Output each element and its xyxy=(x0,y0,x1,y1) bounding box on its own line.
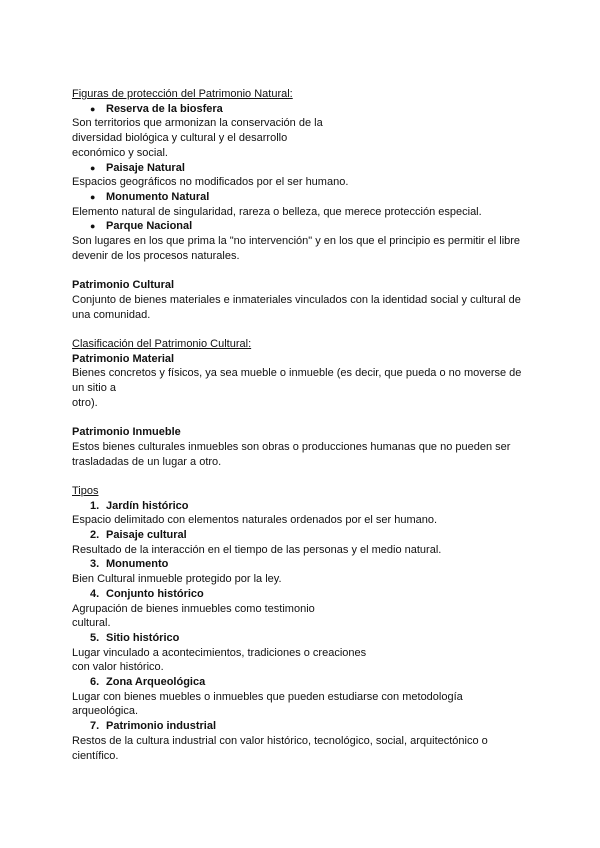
bullet-icon: ● xyxy=(90,162,96,173)
text-line: Agrupación de bienes inmuebles como testimonio xyxy=(72,602,315,615)
document-content xyxy=(72,87,532,763)
item-number: 5. xyxy=(90,631,100,644)
text-line: Bien Cultural inmueble protegido por la ley. xyxy=(72,573,282,586)
material-title: Patrimonio Material xyxy=(72,352,175,365)
text-line: Espacio delimitado con elementos naturales ordenados por el ser humano. xyxy=(72,514,438,527)
text-line: devenir de los procesos naturales. xyxy=(72,249,240,262)
bullet-title: Parque Nacional xyxy=(106,220,193,233)
text-line: arqueológica. xyxy=(72,705,139,718)
text-line: Son territorios que armonizan la conservación de la xyxy=(72,117,323,130)
numbered-item xyxy=(72,675,532,690)
text-line: un sitio a xyxy=(72,382,117,395)
bullet-icon: ● xyxy=(90,221,96,232)
item-number: 3. xyxy=(90,558,100,571)
item-number: 2. xyxy=(90,529,100,542)
item-number: 4. xyxy=(90,587,100,600)
bullet-icon: ● xyxy=(90,191,96,202)
text-line: científico. xyxy=(72,749,119,762)
text-line: Son lugares en los que prima la "no intervención" y en los que el principio es permitir el libre xyxy=(72,235,521,248)
text-line: Espacios geográficos no modificados por el ser humano. xyxy=(72,176,349,189)
text-line: con valor histórico. xyxy=(72,661,164,674)
bullet-icon: ● xyxy=(90,103,96,114)
text-line: trasladadas de un lugar a otro. xyxy=(72,455,222,468)
text-line: cultural. xyxy=(72,617,111,630)
item-number: 6. xyxy=(90,676,100,689)
item-title: Jardín histórico xyxy=(106,499,189,512)
item-title: Monumento xyxy=(106,558,169,571)
text-line: Lugar con bienes muebles o inmuebles que pueden estudiarse con metodología xyxy=(72,690,463,703)
numbered-item xyxy=(72,557,532,572)
text-line: Elemento natural de singularidad, rareza o belleza, que merece protección especial. xyxy=(72,205,482,218)
item-number: 1. xyxy=(90,499,100,512)
text-line: Bienes concretos y físicos, ya sea mueble o inmueble (es decir, que pueda o no moverse de xyxy=(72,367,522,380)
text-line: Conjunto de bienes materiales e inmateriales vinculados con la identidad social y cultural de xyxy=(72,293,521,306)
natural-heading: Figuras de protección del Patrimonio Natural: xyxy=(72,88,293,100)
numbered-item xyxy=(72,719,532,734)
bullet-item xyxy=(72,161,532,176)
item-title: Zona Arqueológica xyxy=(106,676,206,689)
numbered-item xyxy=(72,528,532,543)
bullet-title: Paisaje Natural xyxy=(106,161,185,174)
text-line: Lugar vinculado a acontecimientos, tradiciones o creaciones xyxy=(72,646,367,659)
bullet-title: Monumento Natural xyxy=(106,190,210,203)
text-line: Resultado de la interacción en el tiempo de las personas y el medio natural. xyxy=(72,543,442,556)
item-number: 7. xyxy=(90,720,100,733)
text-line: otro). xyxy=(72,396,98,409)
cultural-title: Patrimonio Cultural xyxy=(72,279,175,292)
text-line: económico y social. xyxy=(72,146,168,159)
inmueble-title: Patrimonio Inmueble xyxy=(72,426,181,439)
text-line: diversidad biológica y cultural y el desarrollo xyxy=(72,132,288,145)
item-title: Patrimonio industrial xyxy=(106,720,217,733)
numbered-item xyxy=(72,499,532,514)
bullet-title: Reserva de la biosfera xyxy=(106,102,223,115)
bullet-item xyxy=(72,190,532,205)
bullet-item xyxy=(72,219,532,234)
item-title: Paisaje cultural xyxy=(106,529,187,542)
item-title: Conjunto histórico xyxy=(106,587,204,600)
tipos-heading: Tipos xyxy=(72,484,99,497)
item-title: Sitio histórico xyxy=(106,631,180,644)
numbered-item xyxy=(72,587,532,602)
clasificacion-heading: Clasificación del Patrimonio Cultural: xyxy=(72,337,252,350)
bullet-item xyxy=(72,102,532,117)
numbered-item xyxy=(72,631,532,646)
text-line: Restos de la cultura industrial con valor histórico, tecnológico, social, arquitectónico o xyxy=(72,734,488,747)
text-line: Estos bienes culturales inmuebles son obras o producciones humanas que no pueden ser xyxy=(72,440,511,453)
text-line: una comunidad. xyxy=(72,308,151,321)
